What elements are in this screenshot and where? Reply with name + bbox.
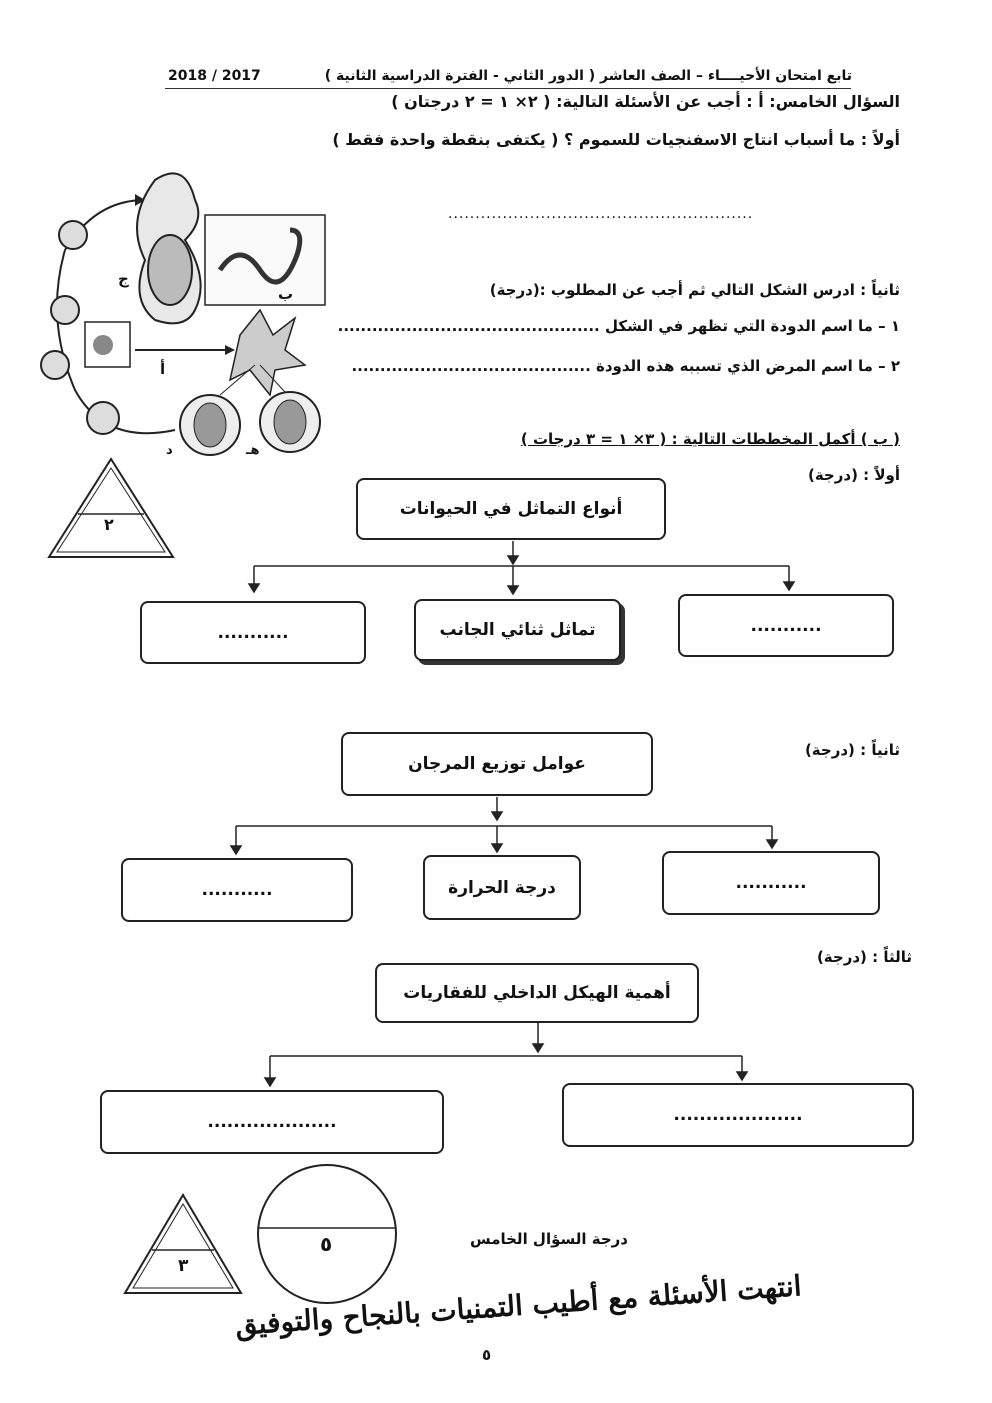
partB-heading: ( ب ) أكمل المخططات التالية : ( ٣× ١ = ٣ درجات ) — [520, 430, 900, 448]
chart3-child-left[interactable]: .................... — [100, 1090, 444, 1154]
score-triangle-top-value: ٢ — [104, 515, 114, 534]
chart1-child-left[interactable]: ........... — [140, 601, 366, 664]
chart1-child-center: تماثل ثنائي الجانب — [414, 599, 621, 661]
header-title: تابع امتحان الأحيــــاء – الصف العاشر ( الدور الثاني - الفترة الدراسية الثانية ) — [324, 68, 852, 84]
chart2-label: ثانياً : (درجة) — [804, 741, 900, 759]
chart3-label: ثالثاً : (درجة) — [816, 948, 912, 966]
chart3-child-right[interactable]: .................... — [562, 1083, 914, 1147]
figure-label-h: هـ — [246, 443, 260, 458]
chart2-root: عوامل توزيع المرجان — [341, 732, 653, 796]
question5-second-q1: ١ – ما اسم الدودة التي تظهر في الشكل .............................................. — [337, 317, 900, 335]
figure-label-b: ب — [278, 285, 294, 303]
chart2-child-right[interactable]: ........... — [662, 851, 880, 915]
page-number: ٥ — [482, 1346, 492, 1364]
chart1-label: أولاً : (درجة) — [807, 466, 900, 484]
footer-score-label: درجة السؤال الخامس — [470, 1230, 628, 1248]
question5-first-answer[interactable]: ........................................................ — [448, 206, 754, 222]
chart2-child-left[interactable]: ........... — [121, 858, 353, 922]
chart1-child-right[interactable]: ........... — [678, 594, 894, 657]
question5-heading: السؤال الخامس: أ : أجب عن الأسئلة التالية: ( ٢× ١ = ٢ درجتان ) — [391, 92, 900, 111]
score-circle-value: ٥ — [320, 1232, 333, 1256]
figure-label-a: أ — [160, 360, 166, 378]
chart2-child-center: درجة الحرارة — [423, 855, 581, 920]
question5-first-text: أولاً : ما أسباب انتاج الاسفنجيات للسموم ؟ ( يكتفى بنقطة واحدة فقط ) — [332, 130, 900, 149]
chart3-root: أهمية الهيكل الداخلي للفقاريات — [375, 963, 699, 1023]
question5-second-intro: ثانياً : ادرس الشكل التالي ثم أجب عن المطلوب :(درجة) — [489, 281, 900, 299]
score-triangle-bottom — [122, 1192, 244, 1296]
figure-label-d: د — [166, 443, 173, 458]
question5-second-q2: ٢ – ما اسم المرض الذي تسببه هذه الدودة .......................................... — [351, 357, 900, 375]
score-triangle-bottom-value: ٣ — [178, 1256, 189, 1276]
figure-label-c: ج — [118, 270, 129, 288]
header-year: 2018 / 2017 — [168, 68, 261, 84]
footer-closing: انتهت الأسئلة مع أطيب التمنيات بالنجاح والتوفيق — [234, 1269, 803, 1342]
chart1-root: أنواع التماثل في الحيوانات — [356, 478, 666, 540]
